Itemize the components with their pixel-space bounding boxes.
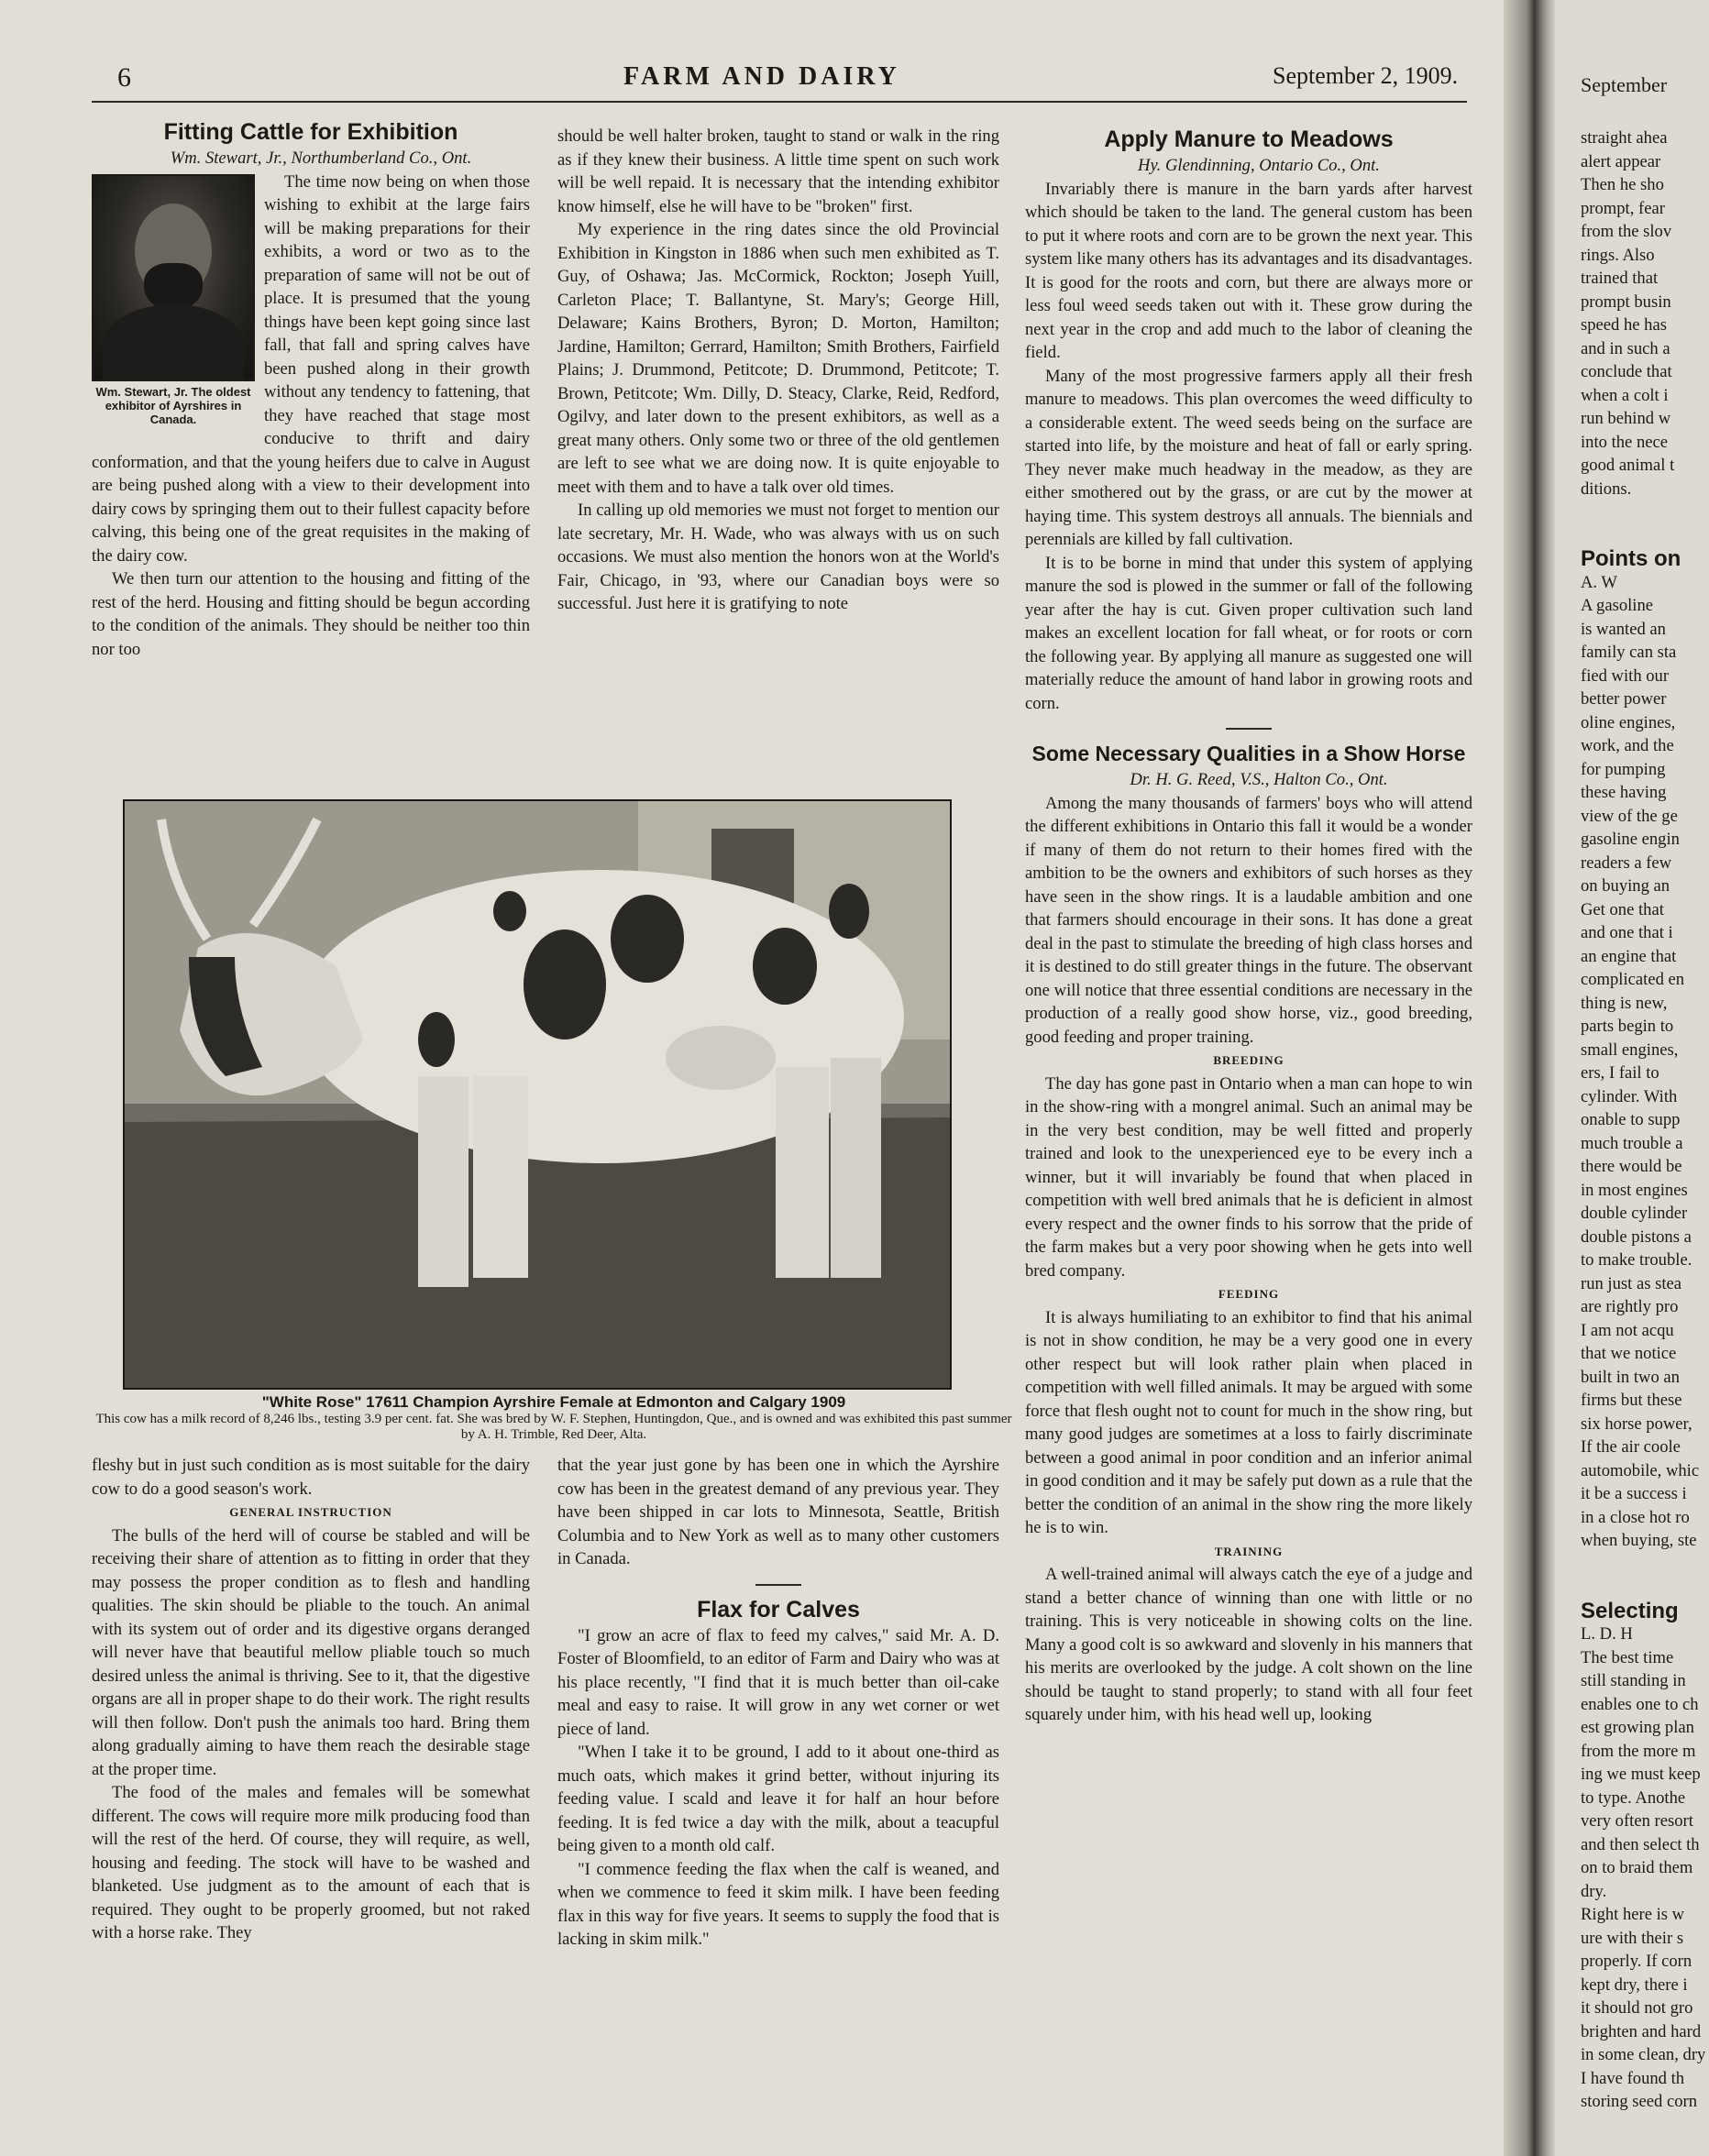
column-3 <box>1025 125 1472 1727</box>
cow-photograph <box>123 799 952 1390</box>
paragraph: The day has gone past in Ontario when a man can hope to win in the show-ring with a mongrel animal. Such an animal may be in the very best condition, may be well fitted and properly trained and look to the unexperienced eye to be every inch a winner, but it will invariably be found that when placed in competition with well bred animals that he is deficient in almost every respect and the owner finds to his sorrow that the pride of the farm makes but a very poor showing when he gets into well bred company. <box>1025 1073 1472 1281</box>
next-page-line <box>1581 1553 1705 1577</box>
paragraph: fleshy but in just such condition as is most suitable for the dairy cow to do a good season's work. <box>92 1456 530 1499</box>
byline-stewart: Wm. Stewart, Jr., Northumberland Co., Ont. <box>170 148 472 168</box>
paragraph: My experience in the ring dates since the old Provincial Exhibition in Kingston in 1886 when such men exhibited as T. Guy, of Oshawa; Jas. McCormick, Rockton; Joseph Yuill, Carleton Place; T. Ballantyne, St. Mary's; George Hill, Delaware; Kains Brothers, Byron; D. Morton, Hamilton; Jardine, Hamilton; Gerrard, Hamilton; Smith Brothers, Fairfield Plains; J. Drummond, Petitcote; D. Drummond, Petitcote; T. Brown, Petitcote; Wm. Dilly, D. Steacy, Clarke, Reid, Redford, Ogilvy, and later down to the present exhibitors, as well as a great many others. Only some two or three of the old gentlemen are left to see what we are doing now. It is quite enjoyable to meet with them and to have a talk over old times. <box>557 220 999 497</box>
paragraph: that the year just gone by has been one in which the Ayrshire cow has been in the greatest demand of any previous year. They have been shipped in car lots to Minnesota, Seattle, British Columbia and to New York as well as to many other customers in Canada. <box>557 1456 999 1568</box>
next-page-line: view of the ge <box>1581 806 1678 826</box>
paragraph: The time now being on when those wishing to exhibit at the large fairs will be making preparations for their exhibits, a word or two as to the preparation of same will not be out of place. It is presumed that the young things have been kept going since last fall, that fall and spring calves have been pushed along in their growth without any tendency to fattening, that they have reached that stage most conducive to thrift and dairy conformation, and that the young heifers due to calve in August are being pushed along with a view to their development into dairy cows by springing them out to their fullest capacity before calving, this being one of the great requisites in the making of the dairy cow. <box>92 171 530 566</box>
paragraph: It is to be borne in mind that under this system of applying manure the sod is plowed in the summer or fall of the following year after the hay is cut. Given proper cultivation such land makes an excellent location for fall wheat, or for roots or corn the following year. By applying all manure as suggested one will materially reduce the amount of hand labor in growing roots and corn. <box>1025 553 1472 713</box>
next-page-line: from the more m <box>1581 1741 1696 1761</box>
next-page-line: A gasoline <box>1581 596 1654 615</box>
next-page-line: dry. <box>1581 1881 1607 1901</box>
portrait-figure <box>92 174 255 426</box>
next-page-line: prompt, fear <box>1581 198 1665 218</box>
next-page-line: are rightly pro <box>1581 1297 1679 1316</box>
next-page-line: in a close hot ro <box>1581 1507 1690 1527</box>
next-page-line: Points on <box>1581 546 1681 571</box>
next-page-line: cylinder. With <box>1581 1086 1678 1106</box>
next-page-line: when buying, ste <box>1581 1531 1697 1550</box>
header-rule <box>92 101 1467 103</box>
section-divider <box>1226 728 1272 730</box>
next-page-line <box>1581 524 1705 548</box>
next-page-line: ing we must keep <box>1581 1765 1701 1784</box>
next-page-line: The best time <box>1581 1647 1674 1667</box>
next-page-line: run just as stea <box>1581 1273 1681 1293</box>
next-page-line: family can sta <box>1581 643 1677 662</box>
next-page-line <box>1581 500 1705 524</box>
byline-glendinning: Hy. Glendinning, Ontario Co., Ont. <box>1138 156 1380 175</box>
next-page-line: built in two an <box>1581 1367 1680 1387</box>
next-page-line: from the slov <box>1581 222 1672 241</box>
next-page-line: to make trouble. <box>1581 1250 1692 1270</box>
book-gutter <box>1504 0 1555 2156</box>
next-page-line: ditions. <box>1581 478 1632 499</box>
next-page-line: an engine that <box>1581 946 1677 966</box>
next-page-line: automobile, whic <box>1581 1460 1700 1480</box>
next-page-line: est growing plan <box>1581 1718 1694 1737</box>
next-page-line: rings. Also <box>1581 245 1655 265</box>
paragraph: Among the many thousands of farmers' boys who will attend the different exhibitions in Ontario this fall it would be a wonder if many of them do not return to their homes fired with the ambition to be the owners and exhibitors of such horses as they have seen in the show rings. It is a laudable ambition and one that farmers should encourage in their sons. It has done a great deal in the past to stimulate the breeding of high class horses and it is destined to do still greater things in the future. The observant one will notice that three essential conditions are necessary in the production of a really good show horse, viz., good breeding, good feeding and proper training. <box>1025 793 1472 1047</box>
subheading-general-instruction: GENERAL INSTRUCTION <box>229 1505 392 1519</box>
next-page-line: parts begin to <box>1581 1017 1674 1036</box>
paragraph: "When I take it to be ground, I add to it about one-third as much oats, which makes it grind better, without injuring its feeding value. I scald and leave it for half an hour before feeding. It is fed twice a day with the milk, about a teacupful being given to a month old calf. <box>557 1743 999 1855</box>
issue-date: September 2, 1909. <box>1273 62 1459 89</box>
portrait-photo-stewart <box>92 174 255 381</box>
column-2-lower <box>557 1454 999 1952</box>
column-1-upper <box>92 117 530 661</box>
next-page-line: run behind w <box>1581 409 1671 428</box>
next-page-line: Then he sho <box>1581 175 1664 194</box>
column-2-upper <box>557 125 999 616</box>
paragraph: The bulls of the herd will of course be stabled and will be receiving their share of attention as to fitting in order that they may possess the proper condition as to flesh and handling qualities. The skin should be pliable to the touch. An animal with its system out of order and its digestive organs deranged will never have that beautiful mellow pliable touch so much desired unless the animal is thriving. See to it, that the digestive organs are all in proper shape to do their work. The right results will then follow. Don't push the animals too hard. Bring them along gradually aiming to have them reach the desirable stage at the proper time. <box>92 1525 530 1779</box>
next-page-line: into the nece <box>1581 432 1668 452</box>
next-page-header: September <box>1581 73 1668 96</box>
next-page-line: enables one to ch <box>1581 1694 1699 1714</box>
subheading-training: TRAINING <box>1214 1544 1284 1558</box>
next-page-line: A. W <box>1581 572 1617 592</box>
next-page-line: six horse power, <box>1581 1414 1692 1434</box>
next-page-line: in some clean, dry <box>1581 2045 1706 2064</box>
next-page-line: and one that i <box>1581 923 1673 942</box>
next-page-line: still standing in <box>1581 1671 1686 1690</box>
next-page-line: gasoline engin <box>1581 830 1680 849</box>
article-title-flax: Flax for Calves <box>697 1596 860 1622</box>
next-page-line: I have found th <box>1581 2068 1685 2088</box>
section-divider <box>755 1584 801 1586</box>
page-number: 6 <box>117 62 131 93</box>
next-page-line: much trouble a <box>1581 1133 1683 1153</box>
next-page-line: for pumping <box>1581 759 1666 779</box>
next-page-line: ers, I fail to <box>1581 1063 1659 1083</box>
subheading-breeding: BREEDING <box>1213 1053 1285 1067</box>
next-page-line: Right here is w <box>1581 1905 1685 1924</box>
next-page-line: storing seed corn <box>1581 2092 1698 2111</box>
next-page-line: properly. If corn <box>1581 1952 1692 1971</box>
next-page-line: there would be <box>1581 1157 1682 1176</box>
next-page-line: speed he has <box>1581 315 1667 335</box>
next-page-line: on to braid them <box>1581 1858 1693 1877</box>
next-page-edge <box>1555 0 1709 2156</box>
next-page-line: to type. Anothe <box>1581 1788 1686 1808</box>
next-page-line: Get one that <box>1581 899 1664 919</box>
next-page-line: good animal t <box>1581 456 1675 475</box>
next-page-line: double pistons a <box>1581 1226 1692 1247</box>
article-title-show-horse: Some Necessary Qualities in a Show Horse <box>1031 742 1466 765</box>
byline-reed: Dr. H. G. Reed, V.S., Halton Co., Ont. <box>1130 770 1388 789</box>
next-page-line <box>1581 1576 1705 1600</box>
next-page-line: If the air coole <box>1581 1437 1681 1457</box>
next-page-line: when a colt i <box>1581 385 1669 405</box>
next-page-line: in most engines <box>1581 1180 1688 1200</box>
next-page-line: trained that <box>1581 269 1659 288</box>
next-page-line: is wanted an <box>1581 619 1666 639</box>
paragraph: In calling up old memories we must not forget to mention our late secretary, Mr. H. Wade, who was always with us on such occasions. We must also mention the honors won at the World's Fair, Chicago, in '93, where our Canadian boys were so successful. Just here it is gratifying to note <box>557 500 999 613</box>
paragraph: It is always humiliating to an exhibitor to find that his animal is not in show condition, he may be a very good one in every other respect but will look rather plain when placed in competition with well filled animals. It may be argued with some force that flesh ought not to count for much in the show ring, but many good judges are sometimes at a loss to fairly discriminate between a good animal in poor condition and an inferior animal in good condition and it may be safely put down as a rule that the better the condition of an animal in the show ring the more likely he is to win. <box>1025 1307 1472 1537</box>
next-page-line: better power <box>1581 689 1667 709</box>
subheading-feeding: FEEDING <box>1218 1287 1280 1301</box>
next-page-line: prompt busin <box>1581 292 1671 312</box>
next-page-text <box>1581 126 1705 2114</box>
next-page-line: alert appear <box>1581 151 1661 171</box>
next-page-line: double cylinder <box>1581 1204 1688 1223</box>
next-page-line: kept dry, there i <box>1581 1974 1688 1995</box>
next-page-line: oline engines, <box>1581 712 1676 732</box>
next-page-line: straight ahea <box>1581 128 1668 148</box>
next-page-line: that we notice <box>1581 1344 1677 1363</box>
paragraph: "I commence feeding the flax when the calf is weaned, and when we commence to feed it skim milk. I have been feeding flax in this way for five years. It seems to supply the food that is lacking in skim milk." <box>557 1859 999 1949</box>
next-page-line: fied with our <box>1581 666 1670 686</box>
next-page-line: these having <box>1581 783 1667 802</box>
column-1-lower <box>92 1454 530 1945</box>
next-page-line: and then select th <box>1581 1834 1700 1854</box>
paragraph: The food of the males and females will be somewhat different. The cows will require more milk producing food than will the rest of the herd. Of course, they will require, as well, housing and feeding. The stock will have to be washed and blanketed. Use judgment as to the amount of each that is required. They ought to be properly groomed, but not raked with a horse rake. They <box>92 1783 530 1942</box>
paragraph: We then turn our attention to the housing and fitting of the rest of the herd. Housing and fitting should be begun according to the condition of the animals. They should be neither too thin nor too <box>92 569 530 659</box>
next-page-line: work, and the <box>1581 736 1674 755</box>
portrait-caption: Wm. Stewart, Jr. The oldest exhibitor of Ayrshires in Canada. <box>95 384 251 426</box>
next-page-line: very often resort <box>1581 1811 1693 1831</box>
masthead-title: FARM AND DAIRY <box>623 62 900 91</box>
next-page-line: onable to supp <box>1581 1110 1681 1129</box>
next-page-line: thing is new, <box>1581 993 1668 1013</box>
photo-caption-text: This cow has a milk record of 8,246 lbs., testing 3.9 per cent. fat. She was bred by W. F. Stephen, Huntingdon, Que., and is owned and was exhibited this past summer by A. H. Trimble, Red Deer, Alta. <box>95 1412 1012 1442</box>
photo-caption-title: "White Rose" 17611 Champion Ayrshire Female at Edmonton and Calgary 1909 <box>261 1393 846 1411</box>
next-page-line: it be a success i <box>1581 1484 1687 1503</box>
next-page-line: and in such a <box>1581 338 1670 358</box>
article-title-fitting-cattle: Fitting Cattle for Exhibition <box>163 119 458 145</box>
next-page-line: small engines, <box>1581 1040 1679 1060</box>
paragraph: should be well halter broken, taught to stand or walk in the ring as if they knew their business. A little time spent on such work will be well repaid. It is necessary that the intending exhibitor know himself, else he will have to be "broken" first. <box>557 126 999 216</box>
next-page-line: firms but these <box>1581 1391 1682 1410</box>
next-page-line: conclude that <box>1581 362 1672 381</box>
paragraph: "I grow an acre of flax to feed my calves," said Mr. A. D. Foster of Bloomfield, to an editor of Farm and Dairy who was at his place recently, "I find that it is much better than oil-cake meal and easy to raise. It will grow in any wet corner or wet piece of land. <box>557 1625 999 1739</box>
article-title-manure: Apply Manure to Meadows <box>1104 126 1394 152</box>
next-page-line: readers a few <box>1581 852 1672 873</box>
next-page-line: ure with their s <box>1581 1928 1684 1948</box>
next-page-line: it should not gro <box>1581 1998 1693 2018</box>
next-page-line: L. D. H <box>1581 1624 1633 1644</box>
next-page-line: Selecting <box>1581 1598 1679 1623</box>
paragraph: A well-trained animal will always catch the eye of a judge and stand a better chance of winning than one with little or no training. This is very noticeable in showing colts on the line. Many a good colt is so awkward and slovenly in his manners that his merits are overlooked by the judge. A colt shown on the line should be taught to stand properly; to stand with all four feet squarely under him, with his head well up, looking <box>1025 1565 1472 1724</box>
paragraph: Invariably there is manure in the barn yards after harvest which should be taken to the land. The general custom has been to put it where roots and corn are to be grown the next year. This system like many others has its advantages and its disadvantages. It is good for the roots and corn, but there are always more or less foul weed seeds taken out with it. These grow during the next year in the crop and add much to the labor of cleaning the field. <box>1025 179 1472 362</box>
next-page-line: complicated en <box>1581 970 1685 989</box>
next-page-line: on buying an <box>1581 876 1670 896</box>
next-page-line: I am not acqu <box>1581 1320 1674 1340</box>
paragraph: Many of the most progressive farmers apply all their fresh manure to meadows. This plan overcomes the weed difficulty to a considerable extent. The weed seeds being on the surface are started into life, by the moisture and heat of fall or early spring. They never make much headway in the meadow, as they are either smothered out by the grass, or are cut by the mower at haying time. This system destroys all annuals. The biennials and perennials are killed by fall cultivation. <box>1025 366 1472 549</box>
next-page-line: brighten and hard <box>1581 2021 1702 2041</box>
cow-photo-illustration <box>125 801 950 1388</box>
